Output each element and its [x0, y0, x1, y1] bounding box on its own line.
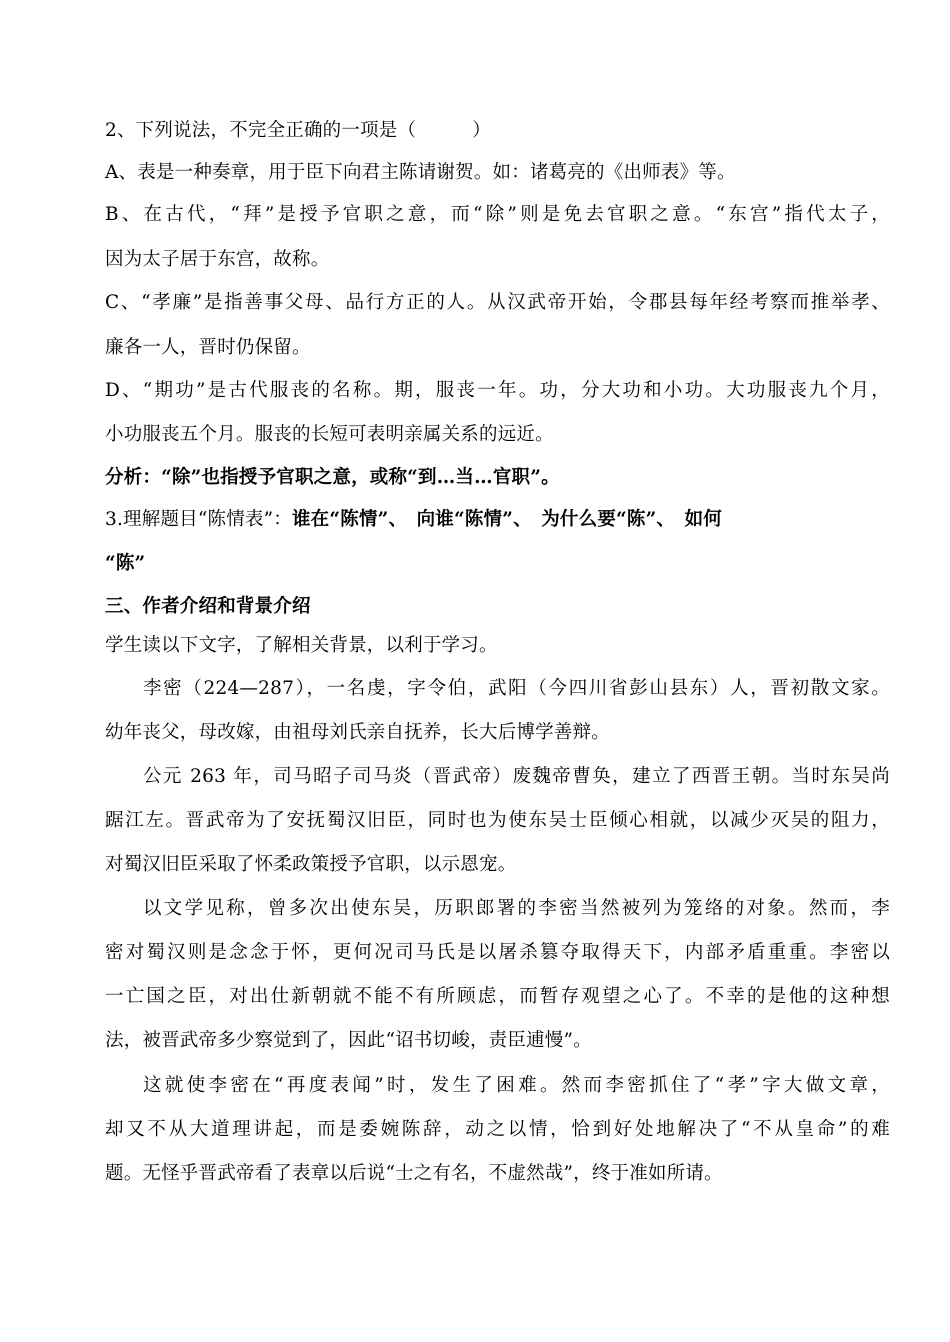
option-c-line-2: 廉各一人，晋时仍保留。 [105, 337, 311, 358]
paragraph-1-line-1: 李密（224—287），一名虔，字令伯，武阳（今四川省彭山县东）人，晋初散文家。 [143, 678, 890, 699]
paragraph-2-line-1: 公元 263 年，司马昭子司马炎（晋武帝）废魏帝曹奂，建立了西晋王朝。当时东吴尚 [143, 766, 890, 787]
paragraph-4-line-3: 题。无怪乎晋武帝看了表章以后说“士之有名，不虚然哉”，终于准如所请。 [105, 1163, 723, 1184]
paragraph-2-line-2: 踞江左。晋武帝为了安抚蜀汉旧臣，同时也为使东吴士臣倾心相就，以减少灭吴的阻力， [105, 810, 890, 831]
section-heading: 三、作者介绍和背景介绍 [105, 596, 311, 617]
question-3-bold-part: 谁在“陈情”、 向谁“陈情”、 为什么要“陈”、 如何 [291, 509, 722, 530]
option-b-line-1: B、在古代，“拜”是授予官职之意，而“除”则是免去官职之意。“东宫”指代太子， [105, 204, 890, 225]
paragraph-3-line-2: 密对蜀汉则是念念于怀，更何况司马氏是以屠杀篡夺取得天下，内部矛盾重重。李密以 [105, 942, 890, 963]
analysis-text: 分析：“除”也指授予官职之意，或称“到…当…官职”。 [105, 467, 560, 488]
question-3-line-2: “陈” [105, 553, 146, 574]
paragraph-4-line-1: 这就使李密在“再度表闻”时，发生了困难。然而李密抓住了“孝”字大做文章， [143, 1075, 890, 1096]
paragraph-4-line-2: 却又不从大道理讲起，而是委婉陈辞，动之以情，恰到好处地解决了“不从皇命”的难 [105, 1119, 890, 1140]
option-b-line-2: 因为太子居于东宫，故称。 [105, 249, 330, 270]
section-intro: 学生读以下文字，了解相关背景，以利于学习。 [105, 635, 498, 656]
option-d-line-2: 小功服丧五个月。服丧的长短可表明亲属关系的远近。 [105, 424, 554, 445]
paragraph-3-line-3: 一亡国之臣，对出仕新朝就不能不有所顾虑，而暂存观望之心了。不幸的是他的这种想 [105, 986, 890, 1007]
question-3-prefix: 3.理解题目“陈情表”： [105, 509, 292, 530]
question-2-stem: 2、下列说法，不完全正确的一项是（ ） [105, 120, 491, 141]
paragraph-1-line-2: 幼年丧父，母改嫁，由祖母刘氏亲自抚养，长大后博学善辩。 [105, 722, 610, 743]
option-a: A、表是一种奏章，用于臣下向君主陈请谢贺。如：诸葛亮的《出师表》等。 [105, 162, 736, 183]
paragraph-3-line-4: 法，被晋武帝多少察觉到了，因此“诏书切峻，责臣逋慢”。 [105, 1030, 592, 1051]
option-c-line-1: C、“孝廉”是指善事父母、品行方正的人。从汉武帝开始，令郡县每年经考察而推举孝、 [105, 292, 890, 313]
question-3-line-1 [105, 507, 890, 533]
option-d-line-1: D、“期功”是古代服丧的名称。期，服丧一年。功，分大功和小功。大功服丧九个月， [105, 380, 890, 401]
paragraph-3-line-1: 以文学见称，曾多次出使东吴，历职郎署的李密当然被列为笼络的对象。然而，李 [143, 898, 890, 919]
paragraph-2-line-3: 对蜀汉旧臣采取了怀柔政策授予官职，以示恩宠。 [105, 854, 517, 875]
